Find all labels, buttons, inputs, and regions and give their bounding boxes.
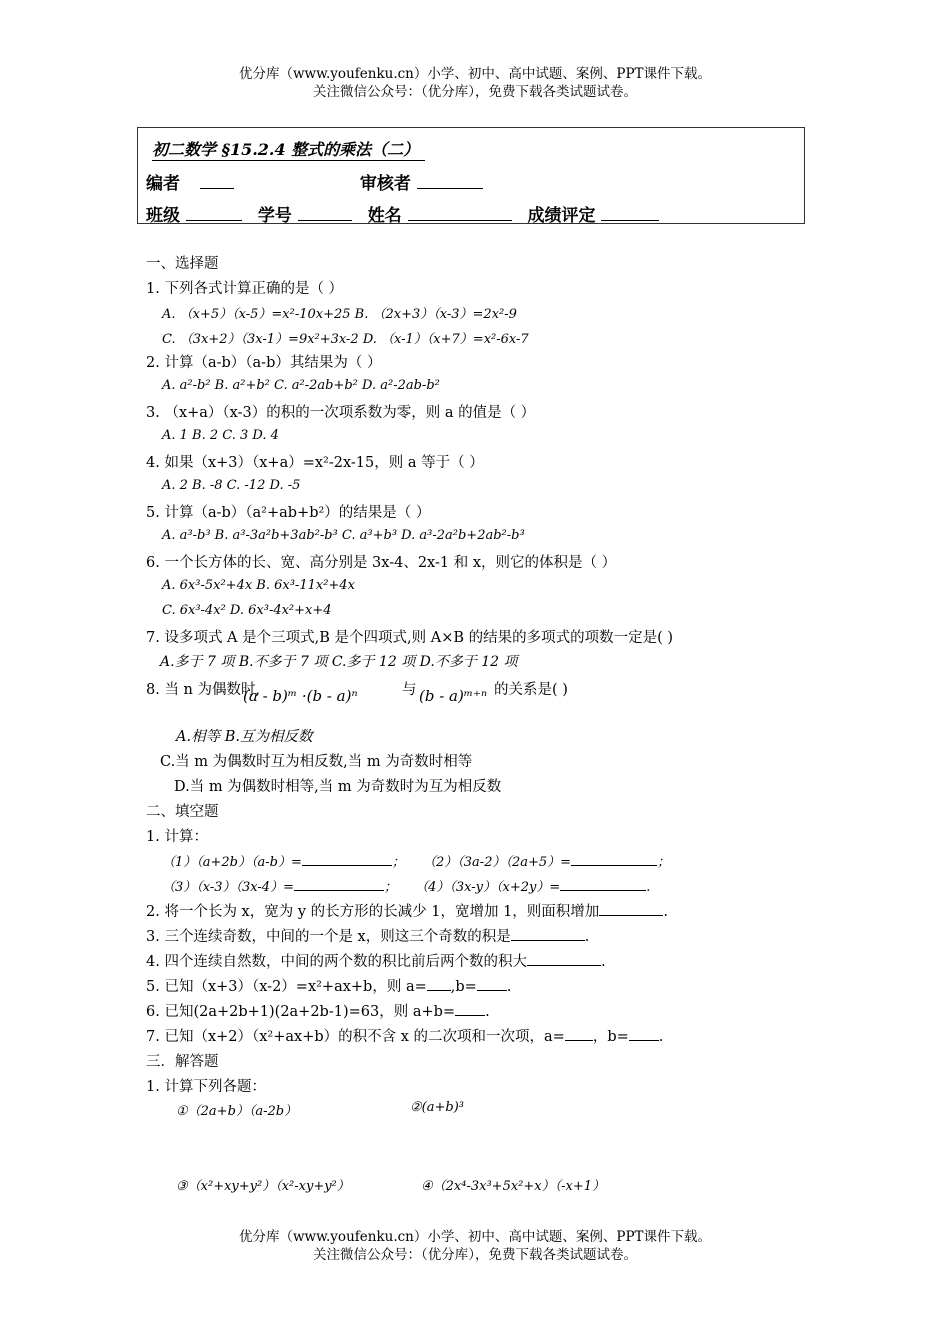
author-row [146, 169, 483, 194]
fill-q6: 6. 已知(2a+2b+1)(2a+2b-1)=63，则 a+b= . [146, 1004, 490, 1020]
reviewer-blank [417, 187, 483, 189]
choice-q2: 2. 计算（a-b）（a-b）其结果为（ ） [146, 355, 382, 371]
choice-q6-options-ab: A. 6x³-5x²+4x B. 6x³-11x²+4x [162, 578, 355, 593]
fill-q2-text: 2. 将一个长为 x，宽为 y 的长方形的长减少 1，宽增加 1，则面积增加 [146, 904, 600, 920]
fill-q7: 7. 已知（x+2）（x²+ax+b）的积不含 x 的二次项和一次项，a= ，b= . [146, 1029, 664, 1045]
choice-q8-suffix: 的关系是( ) [494, 682, 568, 698]
fill-q1-part1-blank[interactable] [302, 864, 392, 866]
choice-q4: 4. 如果（x+3）（x+a）=x²-2x-15，则 a 等于（ ） [146, 455, 484, 471]
info-box [137, 127, 805, 224]
fill-q1-part1: （1）（a+2b）（a-b）= [162, 855, 302, 870]
choice-q1: 1. 下列各式计算正确的是（ ） [146, 281, 344, 297]
choice-q7: 7. 设多项式 A 是个三项式,B 是个四项式,则 A×B 的结果的多项式的项数一定是( ) [146, 630, 674, 646]
editor-blank [200, 187, 234, 189]
choice-q1-options-cd: C. （3x+2）（3x-1）=9x²+3x-2 D. （x-1）（x+7）=x²-6x-7 [162, 332, 529, 347]
solve-part-4: ④（2x⁴-3x³+5x²+x）（-x+1） [421, 1179, 605, 1194]
choice-q1-options-ab: A. （x+5）（x-5）=x²-10x+25 B. （2x+3）（x-3）=2x²-9 [162, 307, 517, 322]
fill-q5-b-label: ,b= [450, 979, 477, 995]
fill-q1-part4: （4）（3x-y）（x+2y）= [415, 880, 561, 895]
page-footer-line-1: 优分库（www.youfenku.cn）小学、初中、高中试题、案例、PPT课件下载。 [238, 1229, 712, 1245]
grade-label: 成绩评定 [527, 206, 596, 226]
choice-q8-formula-1: (a - b)ᵐ ·(b - a)ⁿ [243, 687, 358, 705]
fill-q1: 1. 计算： [146, 829, 208, 845]
fill-q7-b-blank[interactable] [629, 1039, 659, 1041]
fill-q6-text: 6. 已知(2a+2b+1)(2a+2b-1)=63，则 a+b= [146, 1004, 456, 1020]
reviewer-label: 审核者 [359, 174, 411, 194]
solve-part-1: ①（2a+b）（a-2b） [176, 1104, 298, 1119]
fill-q5-a-blank[interactable] [427, 989, 451, 991]
student-row [146, 201, 659, 226]
choice-q3: 3. （x+a）（x-3）的积的一次项系数为零，则 a 的值是（ ） [146, 405, 536, 421]
choice-q8-options-ab: A.相等 B.互为相反数 [176, 729, 313, 745]
fill-q4-blank[interactable] [527, 964, 601, 966]
choice-q8-option-d: D.当 m 为偶数时相等,当 m 为奇数时为互为相反数 [174, 779, 502, 795]
page-footer-line-2: 关注微信公众号：（优分库），免费下载各类试题试卷。 [313, 1247, 637, 1263]
fill-q1-part3: （3）（x-3）（3x-4）= [162, 880, 294, 895]
page-header-line-1: 优分库（www.youfenku.cn）小学、初中、高中试题、案例、PPT课件下载。 [238, 66, 712, 82]
choice-q8-option-c: C.当 m 为偶数时互为相反数,当 m 为奇数时相等 [160, 754, 473, 770]
section-solve-title: 三．解答题 [146, 1054, 219, 1070]
solve-q1: 1. 计算下列各题： [146, 1079, 266, 1095]
fill-q1-part2-blank[interactable] [571, 864, 657, 866]
grade-blank [601, 219, 659, 221]
fill-q4: 4. 四个连续自然数，中间的两个数的积比前后两个数的积大 . [146, 954, 606, 970]
choice-q8-formula-2: (b - a)ᵐ⁺ⁿ [419, 687, 488, 705]
fill-q1-row1: （1）（a+2b）（a-b）= ； （2）（3a-2）（2a+5）= ； [162, 855, 671, 870]
number-blank [298, 219, 352, 221]
class-blank [186, 219, 242, 221]
worksheet-title: 初二数学 §15.2.4 整式的乘法（二） [152, 137, 425, 161]
fill-q3-blank[interactable] [511, 939, 585, 941]
solve-part-3: ③（x²+xy+y²）（x²-xy+y²） [176, 1179, 350, 1194]
name-blank [408, 219, 512, 221]
fill-q7-text: 7. 已知（x+2）（x²+ax+b）的积不含 x 的二次项和一次项，a= [146, 1029, 565, 1045]
choice-q8-prefix: 8. 当 n 为偶数时, [146, 682, 261, 698]
fill-q6-blank[interactable] [455, 1014, 485, 1016]
fill-q7-b-label: ，b= [592, 1029, 629, 1045]
choice-q5-options: A. a³-b³ B. a³-3a²b+3ab²-b³ C. a³+b³ D. a³-2a²b+2ab²-b³ [162, 528, 525, 543]
page-header-line-2: 关注微信公众号：（优分库），免费下载各类试题试卷。 [313, 84, 637, 100]
number-label: 学号 [257, 206, 292, 226]
fill-q5: 5. 已知（x+3）（x-2）=x²+ax+b，则 a= ,b= . [146, 979, 512, 995]
section-choice-title: 一、选择题 [146, 256, 219, 272]
name-label: 姓名 [367, 206, 402, 226]
fill-q1-part3-blank[interactable] [294, 889, 384, 891]
choice-q4-options: A. 2 B. -8 C. -12 D. -5 [162, 478, 301, 493]
fill-q7-a-blank[interactable] [565, 1039, 593, 1041]
fill-q5-text: 5. 已知（x+3）（x-2）=x²+ax+b，则 a= [146, 979, 427, 995]
editor-label: 编者 [146, 174, 180, 194]
fill-q2-blank[interactable] [599, 914, 663, 916]
fill-q2: 2. 将一个长为 x，宽为 y 的长方形的长减少 1，宽增加 1，则面积增加 . [146, 904, 668, 920]
fill-q5-b-blank[interactable] [477, 989, 507, 991]
fill-q4-text: 4. 四个连续自然数，中间的两个数的积比前后两个数的积大 [146, 954, 527, 970]
choice-q7-options: A.多于 7 项 B.不多于 7 项 C.多于 12 项 D.不多于 12 项 [160, 654, 518, 670]
class-label: 班级 [146, 206, 180, 226]
fill-q3: 3. 三个连续奇数，中间的一个是 x，则这三个奇数的积是 . [146, 929, 590, 945]
fill-q1-part4-blank[interactable] [560, 889, 646, 891]
choice-q6: 6. 一个长方体的长、宽、高分别是 3x-4、2x-1 和 x，则它的体积是（ ） [146, 555, 617, 571]
fill-q1-row2: （3）（x-3）（3x-4）= ； （4）（3x-y）（x+2y）= . [162, 880, 651, 895]
choice-q8-and: 与 [402, 682, 417, 698]
choice-q6-options-cd: C. 6x³-4x² D. 6x³-4x²+x+4 [162, 603, 332, 618]
choice-q5: 5. 计算（a-b）（a²+ab+b²）的结果是（ ） [146, 505, 431, 521]
choice-q2-options: A. a²-b² B. a²+b² C. a²-2ab+b² D. a²-2ab-b² [162, 378, 440, 393]
solve-part-2: ②(a+b)³ [410, 1100, 464, 1115]
fill-q1-part2: （2）（3a-2）（2a+5）= [423, 855, 572, 870]
section-fill-title: 二、填空题 [146, 804, 219, 820]
fill-q3-text: 3. 三个连续奇数，中间的一个是 x，则这三个奇数的积是 [146, 929, 511, 945]
choice-q3-options: A. 1 B. 2 C. 3 D. 4 [162, 428, 279, 443]
